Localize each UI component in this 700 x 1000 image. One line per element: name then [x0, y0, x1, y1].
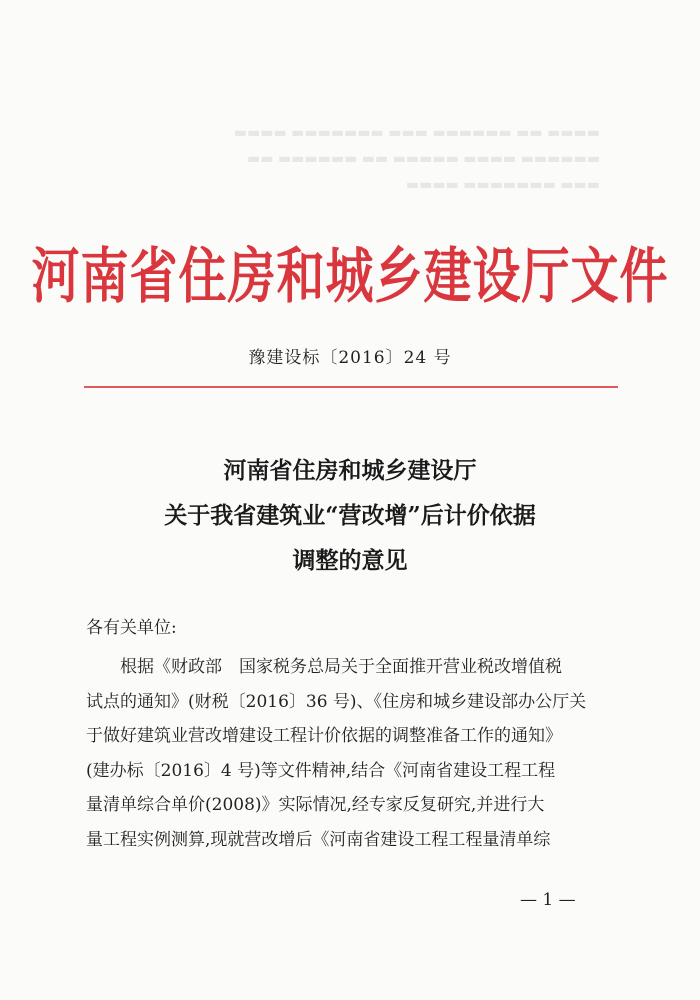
document-number: 豫建设标〔2016〕24 号: [248, 348, 452, 368]
body-line: 根据《财政部 国家税务总局关于全面推开营业税改增值税: [120, 657, 562, 677]
body-line: 量清单综合单价(2008)》实际情况,经专家反复研究,并进行大: [86, 795, 545, 815]
red-divider-rule: [84, 386, 618, 388]
issuer-masthead: 河南省住房和城乡建设厅文件: [31, 241, 669, 312]
body-line: 试点的通知》(财税〔2016〕36 号)、《住房和城乡建设部办公厅关: [86, 691, 587, 712]
title-line: 调整的意见: [292, 547, 408, 574]
body-line: (建办标〔2016〕4 号)等文件精神,结合《河南省建设工程工程: [86, 760, 556, 781]
body-line: 量工程实例测算,现就营改增后《河南省建设工程工程量清单综: [86, 829, 551, 850]
page-number: — 1 —: [520, 890, 576, 910]
body-text: [86, 650, 626, 857]
document-title: [0, 448, 700, 583]
bleed-through-decoration: ▬▬▬▬ ▬▬ ▬▬▬▬▬▬ ▬▬▬ ▬▬▬▬▬▬▬ ▬▬▬▬ ▬▬▬▬▬▬ ▬▬▬▬ ▬▬▬▬▬ ▬▬ ▬▬▬▬▬▬ ▬▬ ▬▬▬ ▬▬▬▬▬▬▬ ▬▬▬▬: [233, 125, 600, 193]
title-line: 河南省住房和城乡建设厅: [223, 457, 477, 484]
title-line: 关于我省建筑业“营改增”后计价依据: [164, 502, 536, 529]
salutation: 各有关单位:: [86, 618, 177, 638]
body-line: 于做好建筑业营改增建设工程计价依据的调整准备工作的通知》: [86, 726, 562, 746]
